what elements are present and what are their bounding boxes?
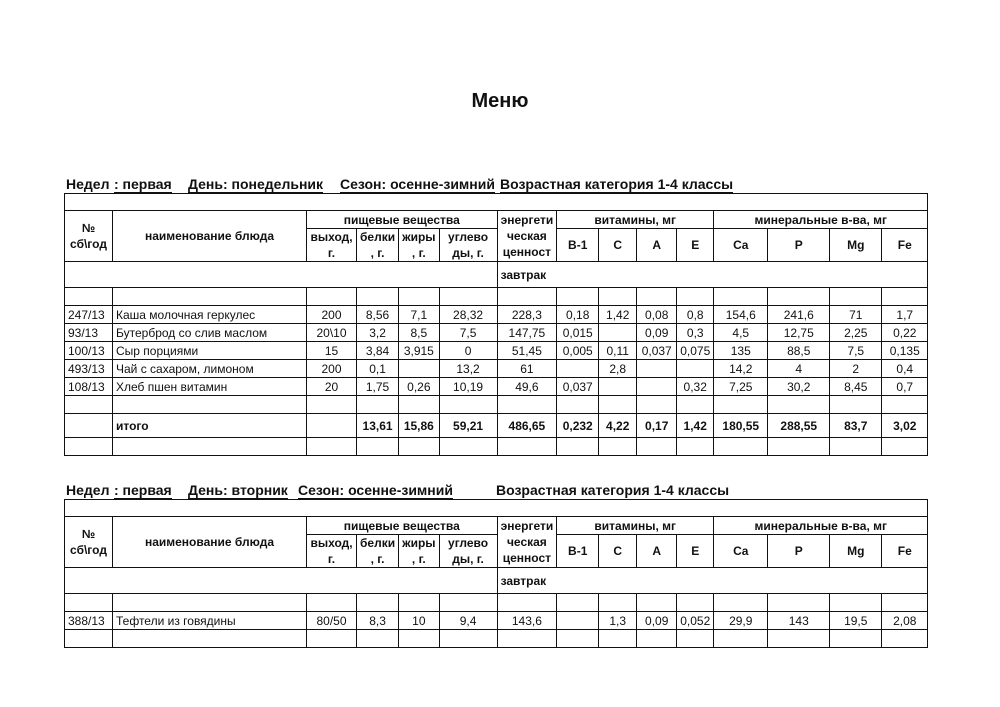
value-cell: 2,25: [830, 324, 882, 342]
value-cell: [399, 360, 439, 378]
value-cell: 0,08: [637, 306, 677, 324]
value-cell: 135: [714, 342, 768, 360]
total-value: 486,65: [497, 414, 557, 438]
value-cell: 0,135: [882, 342, 928, 360]
blank-cell: [714, 438, 768, 456]
blank-cell: [882, 630, 928, 648]
value-cell: 1,42: [599, 306, 637, 324]
table-header-row: [65, 517, 928, 535]
recipe-number: 388/13: [65, 612, 113, 630]
header-line: ческая: [506, 535, 547, 549]
total-value: 0,232: [557, 414, 599, 438]
header-line: ценност: [502, 551, 552, 565]
page-title: Меню: [471, 90, 529, 112]
value-cell: 241,6: [768, 306, 830, 324]
blank-cell: [714, 396, 768, 414]
value-cell: 0,09: [637, 324, 677, 342]
blank-cell: [637, 594, 677, 612]
blank-cell: [113, 630, 307, 648]
header-line: , г.: [370, 552, 385, 566]
section-row: [65, 568, 928, 594]
col-vitamin-header: A: [637, 229, 677, 262]
dish-name: Сыр порциями: [113, 342, 307, 360]
blank-cell: [882, 288, 928, 306]
blank-cell: [637, 288, 677, 306]
value-cell: 20\10: [307, 324, 357, 342]
value-cell: 30,2: [768, 378, 830, 396]
value-cell: 51,45: [497, 342, 557, 360]
total-value: 4,22: [599, 414, 637, 438]
dish-name: Каша молочная геркулес: [113, 306, 307, 324]
col-vitamin-header: C: [599, 535, 637, 568]
value-cell: 0: [439, 342, 497, 360]
value-cell: [637, 378, 677, 396]
value-cell: 0,32: [677, 378, 714, 396]
value-cell: 9,4: [439, 612, 497, 630]
blank-cell: [399, 438, 439, 456]
blank-cell: [65, 568, 498, 594]
value-cell: 1,3: [599, 612, 637, 630]
value-cell: 4: [768, 360, 830, 378]
header-line: , г.: [411, 552, 426, 566]
value-cell: [599, 324, 637, 342]
recipe-number: 108/13: [65, 378, 113, 396]
col-mineral-header: Fe: [882, 229, 928, 262]
week-label: Недел: [66, 176, 110, 192]
value-cell: 0,005: [557, 342, 599, 360]
dish-name: Тефтели из говядины: [113, 612, 307, 630]
col-vitamins-header: витамины, мг: [557, 211, 714, 229]
meal-section-label: завтрак: [497, 262, 928, 288]
table-row: [65, 194, 928, 211]
value-cell: [557, 360, 599, 378]
table-header-row: [65, 211, 928, 229]
value-cell: 3,84: [357, 342, 399, 360]
total-value: 13,61: [357, 414, 399, 438]
value-cell: 61: [497, 360, 557, 378]
col-fat-header: [399, 229, 439, 262]
header-line: энергети: [500, 519, 554, 533]
value-cell: 7,5: [830, 342, 882, 360]
header-line: сб\год: [70, 237, 107, 251]
value-cell: 200: [307, 360, 357, 378]
col-energy-header: [497, 211, 557, 262]
col-vitamin-header: E: [677, 535, 714, 568]
blank-cell: [677, 288, 714, 306]
blank-cell: [677, 630, 714, 648]
blank-cell: [677, 438, 714, 456]
blank-cell: [399, 288, 439, 306]
value-cell: 2,08: [882, 612, 928, 630]
week-label: Недел: [66, 482, 110, 498]
value-cell: 143: [768, 612, 830, 630]
value-cell: 1,75: [357, 378, 399, 396]
blank-cell: [439, 630, 497, 648]
value-cell: 147,75: [497, 324, 557, 342]
blank-cell: [768, 594, 830, 612]
col-carbs-header: [439, 535, 497, 568]
blank-cell: [65, 630, 113, 648]
blank-cell: [882, 438, 928, 456]
day-value: День: вторник: [188, 482, 288, 498]
dish-name: Чай с сахаром, лимоном: [113, 360, 307, 378]
blank-cell: [65, 288, 113, 306]
blank-cell: [357, 630, 399, 648]
header-line: белки: [360, 230, 396, 244]
blank-cell: [599, 594, 637, 612]
meal-section-label: завтрак: [497, 568, 928, 594]
blank-cell: [65, 438, 113, 456]
blank-cell: [677, 594, 714, 612]
value-cell: 0,26: [399, 378, 439, 396]
header-line: энергети: [500, 213, 554, 227]
age-category: Возрастная категория 1-4 классы: [496, 482, 730, 498]
blank-cell: [65, 500, 928, 517]
blank-cell: [65, 396, 113, 414]
blank-cell: [768, 396, 830, 414]
header-line: белки: [360, 536, 396, 550]
blank-cell: [714, 288, 768, 306]
total-value: [65, 414, 113, 438]
value-cell: 29,9: [714, 612, 768, 630]
blank-cell: [557, 438, 599, 456]
header-line: углево: [448, 536, 489, 550]
header-line: ценност: [502, 245, 552, 259]
col-vitamin-header: C: [599, 229, 637, 262]
blank-cell: [439, 288, 497, 306]
blank-cell: [439, 438, 497, 456]
blank-cell: [830, 288, 882, 306]
value-cell: 28,32: [439, 306, 497, 324]
header-line: выход,: [310, 230, 353, 244]
blank-cell: [882, 396, 928, 414]
header-line: жиры: [402, 536, 436, 550]
blank-cell: [357, 396, 399, 414]
col-vitamin-header: A: [637, 535, 677, 568]
blank-cell: [113, 438, 307, 456]
value-cell: 0,7: [882, 378, 928, 396]
blank-cell: [399, 630, 439, 648]
value-cell: 0,22: [882, 324, 928, 342]
col-fat-header: [399, 535, 439, 568]
value-cell: [677, 360, 714, 378]
blank-cell: [113, 594, 307, 612]
blank-cell: [307, 288, 357, 306]
blank-cell: [65, 262, 498, 288]
value-cell: [557, 612, 599, 630]
blank-cell: [497, 438, 557, 456]
col-protein-header: [357, 535, 399, 568]
value-cell: 3,915: [399, 342, 439, 360]
header-line: ческая: [506, 229, 547, 243]
blank-cell: [439, 594, 497, 612]
col-mineral-header: Mg: [830, 229, 882, 262]
col-vitamin-header: E: [677, 229, 714, 262]
table-row: [65, 594, 928, 612]
blank-cell: [65, 194, 928, 211]
blank-cell: [557, 288, 599, 306]
total-row: [65, 414, 928, 438]
blank-cell: [65, 594, 113, 612]
header-line: сб\год: [70, 543, 107, 557]
blank-cell: [357, 438, 399, 456]
blank-cell: [497, 594, 557, 612]
col-yield-header: [307, 535, 357, 568]
blank-cell: [637, 630, 677, 648]
blank-cell: [439, 396, 497, 414]
blank-cell: [113, 396, 307, 414]
value-cell: 2,8: [599, 360, 637, 378]
blank-cell: [599, 396, 637, 414]
menu-table-monday: [64, 193, 928, 456]
col-vitamin-header: B-1: [557, 229, 599, 262]
recipe-number: 247/13: [65, 306, 113, 324]
week-value: : первая: [114, 176, 172, 192]
col-name-header: наименование блюда: [113, 211, 307, 262]
value-cell: 8,5: [399, 324, 439, 342]
table-row: [65, 630, 928, 648]
table-row: [65, 306, 928, 324]
value-cell: 80/50: [307, 612, 357, 630]
blank-cell: [307, 438, 357, 456]
blank-cell: [599, 288, 637, 306]
blank-cell: [399, 396, 439, 414]
recipe-number: 100/13: [65, 342, 113, 360]
value-cell: 0,8: [677, 306, 714, 324]
blank-cell: [768, 438, 830, 456]
value-cell: 8,3: [357, 612, 399, 630]
col-minerals-header: минеральные в-ва, мг: [714, 211, 928, 229]
dish-name: Хлеб пшен витамин: [113, 378, 307, 396]
blank-cell: [307, 594, 357, 612]
value-cell: 49,6: [497, 378, 557, 396]
col-mineral-header: P: [768, 535, 830, 568]
total-value: 180,55: [714, 414, 768, 438]
season-value: Сезон: осенне-зимний: [340, 176, 495, 192]
blank-cell: [830, 594, 882, 612]
table-row: [65, 324, 928, 342]
blank-cell: [307, 396, 357, 414]
total-value: 59,21: [439, 414, 497, 438]
blank-cell: [830, 438, 882, 456]
header-line: ды, г.: [452, 246, 484, 260]
blank-cell: [714, 630, 768, 648]
day-value: День: понедельник: [188, 176, 324, 192]
value-cell: 0,4: [882, 360, 928, 378]
col-mineral-header: P: [768, 229, 830, 262]
table-row: [65, 378, 928, 396]
total-value: 3,02: [882, 414, 928, 438]
header-line: , г.: [411, 246, 426, 260]
col-yield-header: [307, 229, 357, 262]
header-line: ды, г.: [452, 552, 484, 566]
season-value: Сезон: осенне-зимний: [298, 482, 453, 498]
value-cell: 14,2: [714, 360, 768, 378]
blank-cell: [557, 594, 599, 612]
week-value: : первая: [114, 482, 172, 498]
header-line: г.: [327, 552, 336, 566]
value-cell: 0,037: [637, 342, 677, 360]
value-cell: 3,2: [357, 324, 399, 342]
col-vitamins-header: витамины, мг: [557, 517, 714, 535]
value-cell: 1,7: [882, 306, 928, 324]
recipe-number: 493/13: [65, 360, 113, 378]
blank-cell: [357, 594, 399, 612]
value-cell: 88,5: [768, 342, 830, 360]
dish-name: Бутерброд со слив маслом: [113, 324, 307, 342]
blank-cell: [557, 630, 599, 648]
header-line: г.: [327, 246, 336, 260]
col-mineral-header: Mg: [830, 535, 882, 568]
table-row: [65, 438, 928, 456]
value-cell: 0,09: [637, 612, 677, 630]
total-value: 83,7: [830, 414, 882, 438]
total-value: 0,17: [637, 414, 677, 438]
blank-cell: [768, 630, 830, 648]
value-cell: 71: [830, 306, 882, 324]
value-cell: 13,2: [439, 360, 497, 378]
blank-cell: [497, 630, 557, 648]
value-cell: 7,25: [714, 378, 768, 396]
value-cell: 0,1: [357, 360, 399, 378]
col-vitamin-header: B-1: [557, 535, 599, 568]
col-protein-header: [357, 229, 399, 262]
blank-cell: [399, 594, 439, 612]
value-cell: 0,18: [557, 306, 599, 324]
header-line: , г.: [370, 246, 385, 260]
total-value: 288,55: [768, 414, 830, 438]
value-cell: 0,052: [677, 612, 714, 630]
table-row: [65, 500, 928, 517]
col-carbs-header: [439, 229, 497, 262]
value-cell: 2: [830, 360, 882, 378]
blank-cell: [637, 396, 677, 414]
total-value: 15,86: [399, 414, 439, 438]
blank-cell: [497, 288, 557, 306]
blank-cell: [357, 288, 399, 306]
col-mineral-header: Ca: [714, 535, 768, 568]
blank-cell: [677, 396, 714, 414]
col-energy-header: [497, 517, 557, 568]
blank-cell: [830, 630, 882, 648]
header-line: углево: [448, 230, 489, 244]
age-category: Возрастная категория 1-4 классы: [500, 176, 734, 192]
col-mineral-header: Fe: [882, 535, 928, 568]
menu-table-tuesday: [64, 499, 928, 648]
value-cell: 20: [307, 378, 357, 396]
value-cell: [599, 378, 637, 396]
blank-cell: [714, 594, 768, 612]
value-cell: 15: [307, 342, 357, 360]
recipe-number: 93/13: [65, 324, 113, 342]
value-cell: 0,3: [677, 324, 714, 342]
blank-cell: [882, 594, 928, 612]
header-line: жиры: [402, 230, 436, 244]
value-cell: 7,1: [399, 306, 439, 324]
col-name-header: наименование блюда: [113, 517, 307, 568]
header-line: №: [81, 527, 96, 541]
value-cell: 4,5: [714, 324, 768, 342]
total-value: [307, 414, 357, 438]
col-num-header: [65, 517, 113, 568]
total-label: итого: [113, 414, 307, 438]
blank-cell: [768, 288, 830, 306]
blank-cell: [307, 630, 357, 648]
section-row: [65, 262, 928, 288]
value-cell: 12,75: [768, 324, 830, 342]
value-cell: 0,075: [677, 342, 714, 360]
value-cell: 0,11: [599, 342, 637, 360]
header-line: №: [81, 221, 96, 235]
col-num-header: [65, 211, 113, 262]
col-minerals-header: минеральные в-ва, мг: [714, 517, 928, 535]
table-row: [65, 360, 928, 378]
blank-cell: [557, 396, 599, 414]
value-cell: 8,45: [830, 378, 882, 396]
blank-cell: [113, 288, 307, 306]
value-cell: 143,6: [497, 612, 557, 630]
value-cell: 10: [399, 612, 439, 630]
total-value: 1,42: [677, 414, 714, 438]
blank-cell: [497, 396, 557, 414]
col-nutrients-header: пищевые вещества: [307, 211, 498, 229]
table-row: [65, 288, 928, 306]
header-line: выход,: [310, 536, 353, 550]
value-cell: [637, 360, 677, 378]
col-nutrients-header: пищевые вещества: [307, 517, 498, 535]
value-cell: 19,5: [830, 612, 882, 630]
value-cell: 7,5: [439, 324, 497, 342]
blank-cell: [599, 630, 637, 648]
value-cell: 8,56: [357, 306, 399, 324]
value-cell: 10,19: [439, 378, 497, 396]
value-cell: 228,3: [497, 306, 557, 324]
table-row: [65, 396, 928, 414]
value-cell: 154,6: [714, 306, 768, 324]
value-cell: 0,015: [557, 324, 599, 342]
col-mineral-header: Ca: [714, 229, 768, 262]
table-row: [65, 342, 928, 360]
value-cell: 200: [307, 306, 357, 324]
blank-cell: [637, 438, 677, 456]
blank-cell: [599, 438, 637, 456]
value-cell: 0,037: [557, 378, 599, 396]
table-row: [65, 612, 928, 630]
blank-cell: [830, 396, 882, 414]
